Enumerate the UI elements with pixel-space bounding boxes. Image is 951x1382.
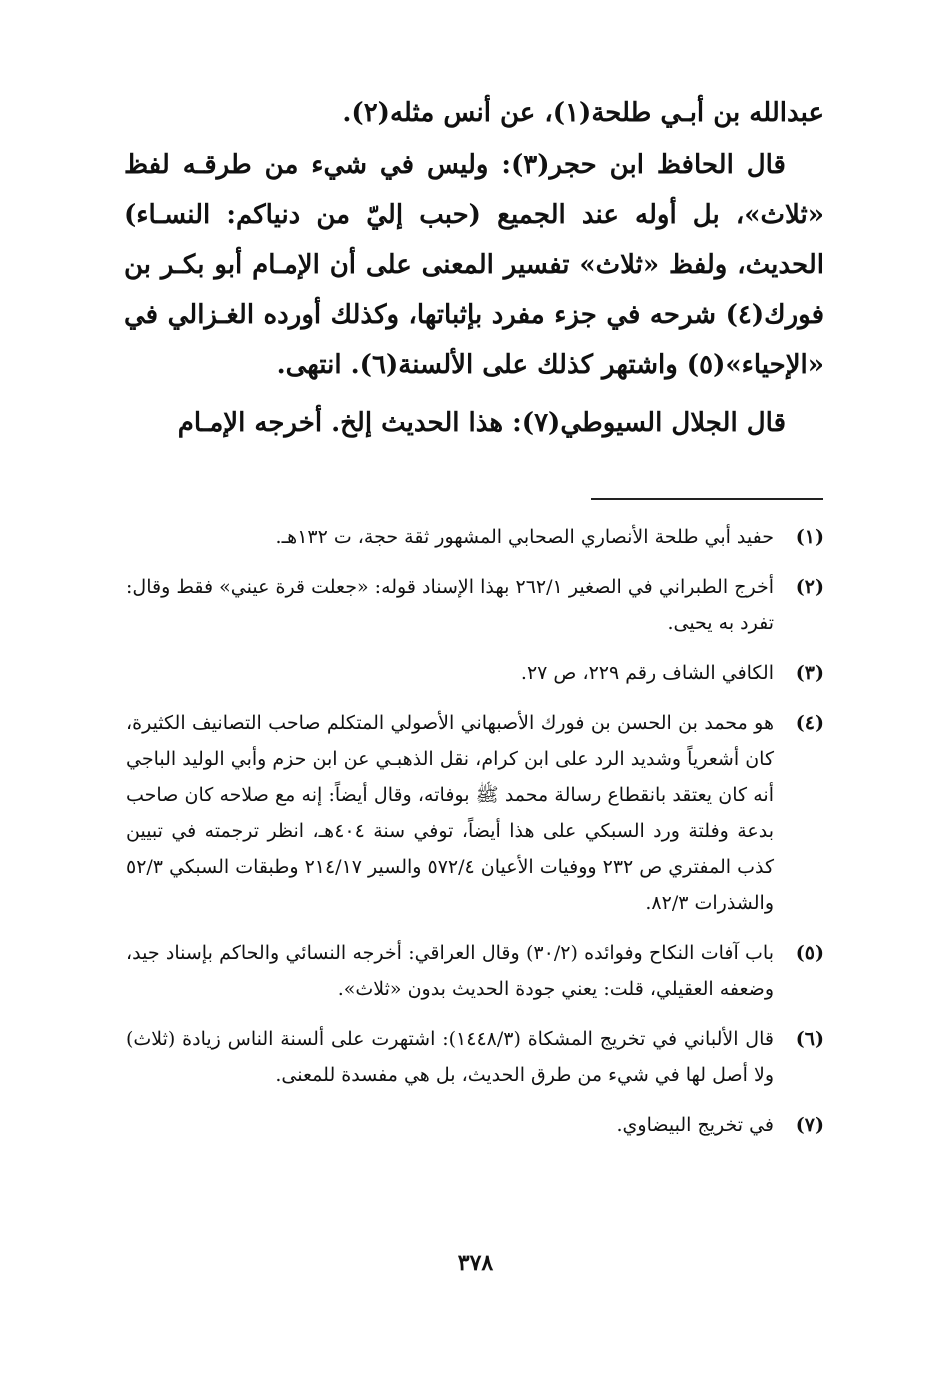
main-text xyxy=(124,88,824,448)
footnote-number: (٦) xyxy=(795,1028,824,1050)
footnote-4 xyxy=(126,705,824,921)
footnote-1 xyxy=(126,519,824,555)
footnote-text: الكافي الشاف رقم ٢٢٩، ص ٢٧. xyxy=(520,662,774,684)
footnote-text: حفيد أبي طلحة الأنصاري الصحابي المشهور ثقة حجة، ت ١٣٢هـ. xyxy=(275,526,774,548)
footnote-text: في تخريج البيضاوي. xyxy=(616,1114,774,1136)
footnote-text: أخرج الطبراني في الصغير ٢٦٢/١ بهذا الإسناد قوله: «جعلت قرة عيني» فقط وقال: تفرد به يحيى. xyxy=(126,576,774,634)
footnote-6 xyxy=(126,1021,824,1093)
footnote-2 xyxy=(126,569,824,641)
footnote-separator xyxy=(591,498,823,500)
footnote-number: (١) xyxy=(795,526,824,548)
page-number: ٣٧٨ xyxy=(457,1250,494,1276)
footnote-number: (٣) xyxy=(795,662,824,684)
footnote-text: باب آفات النكاح وفوائده (٣٠/٢) وقال العراقي: أخرجه النسائي والحاكم بإسناد جيد، وضعفه العقيلي، قلت: يعني جودة الحديث بدون «ثلاث». xyxy=(126,942,774,1000)
footnote-number: (٥) xyxy=(795,942,824,964)
main-paragraph-3: قال الجلال السيوطي(٧): هذا الحديث إلخ. أخرجه الإمـام xyxy=(177,408,786,438)
main-paragraph-2: قال الحافظ ابن حجر(٣): وليس في شيء من طرقـه لفظ «ثلاث»، بل أوله عند الجميع (حبب إليّ من دنياكم: النسـاء) الحديث، ولفظ «ثلاث» تفسير المعنى على أن الإمـام أبو بكـر بن فورك(٤) شرحه في جزء مفرد بإثباتها، وكذلك أورده الغـزالي في «الإحياء»(٥) واشتهر كذلك على الألسنة(٦). انتهى. xyxy=(124,150,824,380)
footnote-number: (٧) xyxy=(795,1114,824,1136)
footnotes xyxy=(126,519,824,1157)
footnote-text: قال الألباني في تخريج المشكاة (١٤٤٨/٣): اشتهرت على ألسنة الناس زيادة (ثلاث) ولا أصل لها في شيء من طرق الحديث، بل هي مفسدة للمعنى. xyxy=(126,1028,774,1086)
footnote-number: (٢) xyxy=(795,576,824,598)
main-paragraph-1: عبدالله بن أبـي طلحة(١)، عن أنس مثله(٢). xyxy=(342,98,824,128)
footnote-text: هو محمد بن الحسن بن فورك الأصبهاني الأصولي المتكلم صاحب التصانيف الكثيرة، كان أشعرياً وشديد الرد على ابن كرام، نقل الذهبـي عن ابن حزم وأبي الوليد الباجي أنه كان يعتقد بانقطاع رسالة محمد ﷺ بوفاته، وقال أيضاً: إنه مع صلاحه كان صاحب بدعة وفلتة ورد السبكي على هذا أيضاً، توفي سنة ٤٠٤هـ، انظر ترجمته في تبيين كذب المفتري ص ٢٣٢ ووفيات الأعيان ٥٧٢/٤ والسير ٢١٤/١٧ وطبقات السبكي ٥٢/٣ والشذرات ٨٢/٣. xyxy=(126,712,775,914)
footnote-7 xyxy=(126,1107,824,1143)
footnote-5 xyxy=(126,935,824,1007)
footnote-number: (٤) xyxy=(795,712,824,734)
footnote-3 xyxy=(126,655,824,691)
